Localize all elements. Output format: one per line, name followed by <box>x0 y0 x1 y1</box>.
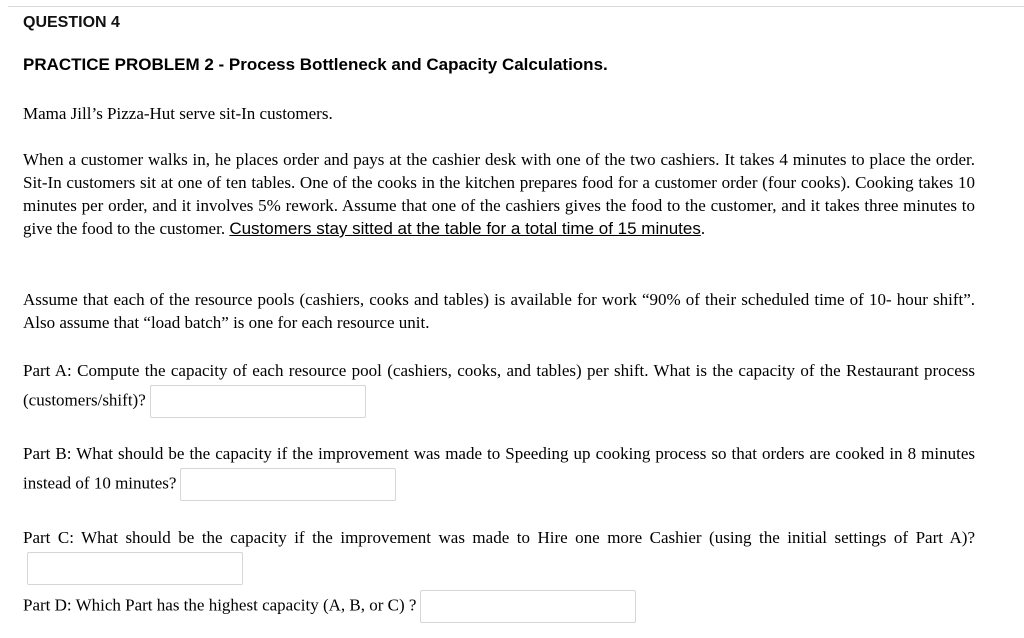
description-end: . <box>700 219 706 238</box>
part-c-question <box>23 524 975 585</box>
top-divider <box>8 6 1024 7</box>
part-a-text: Part A: Compute the capacity of each resource pool (cashiers, cooks, and tables) per shift. What is the capacity of the Restaurant process (customers/shift)? <box>23 361 975 410</box>
part-c-text: Part C: What should be the capacity if the improvement was made to Hire one more Cashier (using the initial settings of Part A)? <box>23 528 975 547</box>
question-title: PRACTICE PROBLEM 2 - Process Bottleneck and Capacity Calculations. <box>23 55 608 74</box>
part-b-question <box>23 440 975 501</box>
part-d-text: Part D: Which Part has the highest capacity (A, B, or C) ? <box>23 595 417 615</box>
description-text: When a customer walks in, he places order and pays at the cashier desk with one of the two cashiers. It takes 4 minutes to place the order. Sit-In customers sit at one of ten tables. One of the cooks in the kitchen prepares food for a customer order (four cooks). Cooking takes 10 minutes per order, and it involves 5% rework. Assume that one of the cashiers gives the food to the customer, and it takes three minutes to give the food to the customer. <box>23 150 975 238</box>
description-underlined-text: Customers stay sitted at the table for a total time of 15 minutes <box>229 219 701 238</box>
intro-paragraph: Mama Jill’s Pizza-Hut serve sit-In customers. <box>23 104 333 123</box>
part-d-question <box>23 590 975 623</box>
part-d-answer-input[interactable] <box>420 590 636 623</box>
part-c-answer-input[interactable] <box>27 552 243 585</box>
part-a-answer-input[interactable] <box>150 385 366 418</box>
part-a-question <box>23 357 975 418</box>
part-b-answer-input[interactable] <box>180 468 396 501</box>
assumption-paragraph: Assume that each of the resource pools (cashiers, cooks and tables) is available for work “90% of their scheduled time of 10- hour shift”. Also assume that “load batch” is one for each resource unit. <box>23 290 975 332</box>
description-paragraph <box>23 148 975 240</box>
part-b-text: Part B: What should be the capacity if the improvement was made to Speeding up cooking process so that orders are cooked in 8 minutes instead of 10 minutes? <box>23 444 975 493</box>
question-number: QUESTION 4 <box>23 14 120 31</box>
